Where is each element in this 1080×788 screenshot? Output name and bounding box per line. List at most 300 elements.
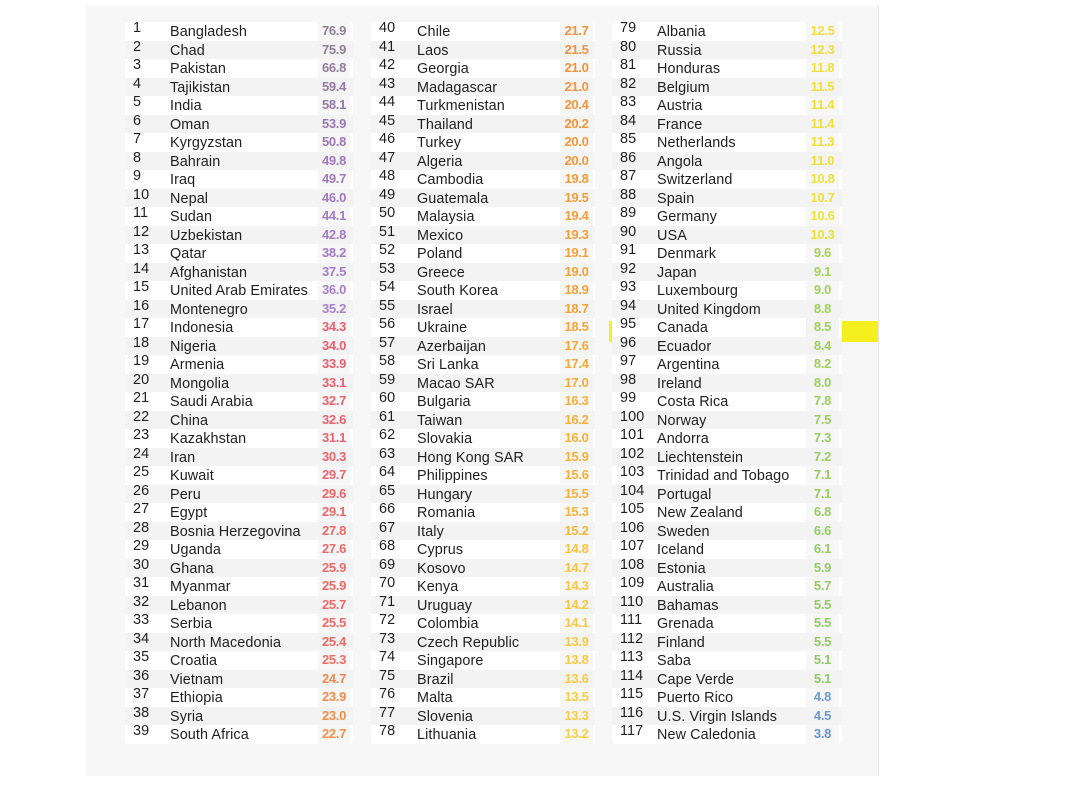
country-name: Argentina — [657, 357, 720, 373]
value-badge: 6.6 — [806, 522, 839, 541]
value-badge: 17.4 — [560, 355, 593, 374]
value-badge: 12.5 — [806, 22, 839, 41]
value-badge: 19.8 — [560, 170, 593, 189]
rank-number: 56 — [379, 316, 396, 332]
country-name: Slovakia — [417, 431, 473, 447]
value-badge: 13.9 — [560, 633, 593, 652]
country-name: North Macedonia — [170, 634, 282, 651]
rank-number: 67 — [379, 519, 396, 536]
rank-number: 35 — [133, 649, 150, 665]
value-badge: 36.0 — [318, 281, 350, 300]
country-name: Denmark — [657, 246, 717, 262]
country-name: Lebanon — [170, 597, 227, 614]
value-badge: 13.2 — [560, 725, 593, 744]
rank-number: 95 — [620, 316, 637, 332]
value-badge: 25.3 — [318, 651, 350, 670]
country-name: Montenegro — [170, 301, 248, 318]
value-badge: 11.0 — [806, 152, 839, 171]
rank-number: 102 — [620, 445, 645, 462]
value-badge: 16.2 — [560, 411, 593, 430]
value-badge: 5.9 — [806, 559, 839, 578]
rank-number: 66 — [379, 501, 396, 517]
value-badge: 24.7 — [318, 670, 350, 689]
rank-number: 108 — [620, 556, 645, 573]
rank-number: 97 — [620, 353, 637, 369]
country-name: Brazil — [417, 671, 454, 688]
value-badge: 50.8 — [318, 133, 350, 152]
rank-number: 61 — [379, 408, 396, 425]
rank-number: 43 — [379, 75, 396, 92]
value-badge: 14.8 — [560, 540, 593, 559]
country-name: Macao SAR — [417, 375, 495, 392]
country-name: Uzbekistan — [170, 227, 243, 244]
value-badge: 31.1 — [318, 429, 350, 448]
country-name: Nepal — [170, 190, 209, 207]
country-name: Bahamas — [657, 597, 719, 614]
rank-number: 50 — [379, 205, 396, 221]
country-name: Peru — [170, 486, 201, 503]
value-badge: 5.5 — [806, 596, 839, 615]
rank-number: 99 — [620, 390, 637, 406]
rank-number: 15 — [133, 279, 150, 295]
rank-number: 103 — [620, 464, 645, 480]
country-name: Kosovo — [417, 560, 466, 577]
country-name: Ethiopia — [170, 690, 223, 706]
rank-number: 76 — [379, 686, 396, 702]
country-name: Chile — [417, 24, 451, 40]
rank-number: 39 — [133, 723, 150, 739]
value-badge: 46.0 — [318, 189, 350, 208]
country-name: Germany — [657, 209, 717, 225]
country-name: Portugal — [657, 486, 712, 503]
value-badge: 34.0 — [318, 337, 350, 356]
value-badge: 8.4 — [806, 337, 839, 356]
value-badge: 14.2 — [560, 596, 593, 615]
value-badge: 11.3 — [806, 133, 839, 152]
rank-number: 51 — [379, 223, 396, 240]
country-name: United Kingdom — [657, 301, 761, 318]
country-name: Cyprus — [417, 542, 464, 558]
country-name: Turkey — [417, 135, 462, 151]
rank-number: 46 — [379, 131, 396, 147]
value-badge: 19.0 — [560, 263, 593, 282]
value-badge: 11.5 — [806, 78, 839, 97]
rank-number: 47 — [379, 149, 396, 166]
country-name: South Africa — [170, 727, 249, 743]
value-badge: 13.8 — [560, 651, 593, 670]
value-badge: 6.8 — [806, 503, 839, 522]
rank-number: 54 — [379, 279, 396, 295]
value-badge: 10.7 — [806, 189, 839, 208]
country-name: Afghanistan — [170, 264, 248, 281]
rank-number: 83 — [620, 94, 637, 110]
country-name: Ukraine — [417, 320, 468, 336]
country-name: Andorra — [657, 431, 709, 447]
value-badge: 19.4 — [560, 207, 593, 226]
country-name: Philippines — [417, 468, 488, 484]
rank-number: 107 — [620, 538, 645, 554]
country-name: Bahrain — [170, 153, 221, 170]
country-name: Iran — [170, 449, 196, 466]
value-badge: 8.5 — [806, 318, 839, 337]
rank-number: 5 — [133, 94, 142, 110]
rank-number: 23 — [133, 427, 150, 443]
country-name: Spain — [657, 190, 695, 207]
value-badge: 32.6 — [318, 411, 350, 430]
rank-number: 29 — [133, 538, 150, 554]
value-badge: 4.5 — [806, 707, 839, 726]
value-badge: 29.1 — [318, 503, 350, 522]
rank-number: 8 — [133, 149, 142, 166]
value-badge: 21.0 — [560, 59, 593, 78]
rank-number: 27 — [133, 501, 150, 517]
rank-number: 82 — [620, 75, 637, 92]
value-badge: 5.1 — [806, 670, 839, 689]
value-badge: 16.3 — [560, 392, 593, 411]
value-badge: 21.0 — [560, 78, 593, 97]
country-name: Finland — [657, 634, 705, 651]
country-name: Romania — [417, 505, 476, 521]
rank-number: 79 — [620, 20, 637, 36]
country-name: Croatia — [170, 653, 218, 669]
rank-number: 111 — [620, 612, 643, 628]
country-name: Grenada — [657, 616, 714, 632]
country-name: Estonia — [657, 560, 706, 577]
rank-number: 89 — [620, 205, 637, 221]
country-name: Chad — [170, 42, 205, 59]
value-badge: 9.0 — [806, 281, 839, 300]
rank-number: 52 — [379, 242, 396, 258]
rank-number: 86 — [620, 149, 637, 166]
country-name: Ireland — [657, 375, 702, 392]
country-name: Sweden — [657, 523, 710, 540]
value-badge: 5.1 — [806, 651, 839, 670]
rank-number: 90 — [620, 223, 637, 240]
rank-number: 57 — [379, 334, 396, 351]
rank-number: 3 — [133, 57, 142, 73]
value-badge: 66.8 — [318, 59, 350, 78]
value-badge: 35.2 — [318, 300, 350, 319]
rank-number: 68 — [379, 538, 396, 554]
country-name: Trinidad and Tobago — [657, 468, 790, 484]
country-name: Costa Rica — [657, 394, 729, 410]
value-badge: 8.0 — [806, 374, 839, 393]
rank-number: 81 — [620, 57, 637, 73]
country-name: Slovenia — [417, 708, 474, 725]
value-badge: 53.9 — [318, 115, 350, 134]
country-name: Indonesia — [170, 320, 234, 336]
rank-number: 25 — [133, 464, 150, 480]
rank-number: 37 — [133, 686, 150, 702]
country-name: Uganda — [170, 542, 222, 558]
value-badge: 17.6 — [560, 337, 593, 356]
country-name: Australia — [657, 579, 714, 595]
value-badge: 11.4 — [806, 96, 839, 115]
value-badge: 27.8 — [318, 522, 350, 541]
rank-number: 16 — [133, 297, 150, 314]
rank-number: 62 — [379, 427, 396, 443]
value-badge: 6.1 — [806, 540, 839, 559]
rank-number: 49 — [379, 186, 396, 203]
rank-number: 104 — [620, 482, 645, 499]
rank-number: 94 — [620, 297, 637, 314]
country-name: Egypt — [170, 505, 208, 521]
country-name: Kyrgyzstan — [170, 135, 243, 151]
country-name: Luxembourg — [657, 283, 738, 299]
country-name: Singapore — [417, 653, 484, 669]
rank-number: 65 — [379, 482, 396, 499]
rank-number: 114 — [620, 667, 644, 684]
rank-number: 22 — [133, 408, 150, 425]
value-badge: 49.8 — [318, 152, 350, 171]
rank-number: 74 — [379, 649, 396, 665]
value-badge: 32.7 — [318, 392, 350, 411]
rank-number: 2 — [133, 38, 142, 55]
value-badge: 23.0 — [318, 707, 350, 726]
country-name: Kenya — [417, 579, 459, 595]
value-badge: 9.1 — [806, 263, 839, 282]
rank-number: 55 — [379, 297, 396, 314]
country-name: Hong Kong SAR — [417, 449, 524, 466]
value-badge: 20.4 — [560, 96, 593, 115]
country-name: Turkmenistan — [417, 98, 505, 114]
rank-number: 117 — [620, 723, 644, 739]
rank-number: 105 — [620, 501, 645, 517]
country-name: Mexico — [417, 227, 464, 244]
country-name: Mongolia — [170, 375, 230, 392]
rank-number: 70 — [379, 575, 396, 591]
value-badge: 21.7 — [560, 22, 593, 41]
value-badge: 37.5 — [318, 263, 350, 282]
country-name: Thailand — [417, 116, 474, 133]
value-badge: 75.9 — [318, 41, 350, 60]
value-badge: 8.8 — [806, 300, 839, 319]
value-badge: 18.9 — [560, 281, 593, 300]
rank-number: 34 — [133, 630, 150, 647]
value-badge: 18.7 — [560, 300, 593, 319]
value-badge: 21.5 — [560, 41, 593, 60]
value-badge: 15.2 — [560, 522, 593, 541]
value-badge: 30.3 — [318, 448, 350, 467]
rank-number: 6 — [133, 112, 142, 129]
value-badge: 14.1 — [560, 614, 593, 633]
country-name: Sudan — [170, 209, 213, 225]
rank-number: 19 — [133, 353, 150, 369]
country-name: Armenia — [170, 357, 225, 373]
value-badge: 22.7 — [318, 725, 350, 744]
rank-number: 85 — [620, 131, 637, 147]
rank-number: 30 — [133, 556, 150, 573]
value-badge: 29.7 — [318, 466, 350, 485]
country-name: Taiwan — [417, 412, 463, 429]
value-badge: 44.1 — [318, 207, 350, 226]
rank-number: 44 — [379, 94, 396, 110]
rank-number: 28 — [133, 519, 150, 536]
rank-number: 71 — [379, 593, 396, 610]
value-badge: 7.3 — [806, 429, 839, 448]
country-name: Norway — [657, 412, 707, 429]
value-badge: 7.1 — [806, 466, 839, 485]
value-badge: 34.3 — [318, 318, 350, 337]
rank-number: 69 — [379, 556, 396, 573]
country-name: Syria — [170, 708, 204, 725]
rank-number: 53 — [379, 260, 396, 277]
country-name: New Zealand — [657, 505, 743, 521]
value-badge: 25.4 — [318, 633, 350, 652]
value-badge: 15.3 — [560, 503, 593, 522]
country-name: Greece — [417, 264, 465, 281]
rank-number: 26 — [133, 482, 150, 499]
country-name: Switzerland — [657, 172, 733, 188]
rank-number: 32 — [133, 593, 150, 610]
rank-number: 14 — [133, 260, 150, 277]
value-badge: 4.8 — [806, 688, 839, 707]
value-badge: 18.5 — [560, 318, 593, 337]
rank-number: 106 — [620, 519, 645, 536]
country-name: Malaysia — [417, 209, 475, 225]
country-name: France — [657, 116, 703, 133]
rank-number: 36 — [133, 667, 150, 684]
value-badge: 7.2 — [806, 448, 839, 467]
country-name: South Korea — [417, 283, 499, 299]
value-badge: 20.0 — [560, 152, 593, 171]
country-name: Israel — [417, 301, 453, 318]
rank-number: 42 — [379, 57, 396, 73]
value-badge: 17.0 — [560, 374, 593, 393]
rank-number: 33 — [133, 612, 150, 628]
country-name: Qatar — [170, 246, 207, 262]
rank-number: 11 — [133, 205, 149, 221]
value-badge: 16.0 — [560, 429, 593, 448]
value-badge: 9.6 — [806, 244, 839, 263]
value-badge: 49.7 — [318, 170, 350, 189]
value-badge: 42.8 — [318, 226, 350, 245]
country-name: Russia — [657, 42, 702, 59]
country-name: United Arab Emirates — [170, 283, 308, 299]
value-badge: 11.4 — [806, 115, 839, 134]
rank-number: 92 — [620, 260, 637, 277]
value-badge: 14.3 — [560, 577, 593, 596]
ranking-row — [612, 725, 842, 744]
value-badge: 76.9 — [318, 22, 350, 41]
value-badge: 12.3 — [806, 41, 839, 60]
rank-number: 41 — [379, 38, 396, 55]
country-name: Albania — [657, 24, 706, 40]
rank-number: 18 — [133, 334, 150, 351]
value-badge: 5.5 — [806, 633, 839, 652]
country-name: Bangladesh — [170, 24, 248, 40]
rank-number: 91 — [620, 242, 637, 258]
value-badge: 15.9 — [560, 448, 593, 467]
ranking-row — [371, 725, 595, 744]
value-badge: 13.6 — [560, 670, 593, 689]
value-badge: 19.3 — [560, 226, 593, 245]
value-badge: 20.2 — [560, 115, 593, 134]
rank-number: 113 — [620, 649, 644, 665]
rank-number: 31 — [133, 575, 150, 591]
country-name: Nigeria — [170, 338, 217, 355]
country-name: Pakistan — [170, 61, 226, 77]
country-name: Poland — [417, 246, 463, 262]
value-badge: 7.1 — [806, 485, 839, 504]
rank-number: 9 — [133, 168, 142, 184]
rank-number: 63 — [379, 445, 396, 462]
country-name: Cape Verde — [657, 671, 735, 688]
country-name: Iraq — [170, 172, 196, 188]
country-name: Azerbaijan — [417, 338, 486, 355]
value-badge: 14.7 — [560, 559, 593, 578]
country-name: Netherlands — [657, 135, 736, 151]
value-badge: 5.5 — [806, 614, 839, 633]
rank-number: 7 — [133, 131, 142, 147]
country-name: Malta — [417, 690, 453, 706]
country-name: Kazakhstan — [170, 431, 247, 447]
rank-number: 24 — [133, 445, 150, 462]
rank-number: 13 — [133, 242, 150, 258]
rank-number: 80 — [620, 38, 637, 55]
rank-number: 87 — [620, 168, 637, 184]
value-badge: 59.4 — [318, 78, 350, 97]
value-badge: 38.2 — [318, 244, 350, 263]
country-name: Honduras — [657, 61, 721, 77]
value-badge: 33.9 — [318, 355, 350, 374]
rank-number: 20 — [133, 371, 150, 388]
country-name: Austria — [657, 98, 703, 114]
value-badge: 19.1 — [560, 244, 593, 263]
country-name: Czech Republic — [417, 634, 520, 651]
rank-number: 40 — [379, 20, 396, 36]
value-badge: 15.5 — [560, 485, 593, 504]
country-name: Belgium — [657, 79, 710, 96]
rank-number: 77 — [379, 704, 396, 721]
country-name: Liechtenstein — [657, 449, 744, 466]
country-name: Puerto Rico — [657, 690, 734, 706]
country-name: Iceland — [657, 542, 705, 558]
country-name: Canada — [657, 320, 709, 336]
rank-number: 17 — [133, 316, 150, 332]
country-name: Saudi Arabia — [170, 394, 253, 410]
country-name: Bosnia Herzegovina — [170, 523, 301, 540]
country-name: Ecuador — [657, 338, 712, 355]
rank-number: 98 — [620, 371, 637, 388]
rank-number: 116 — [620, 704, 644, 721]
value-badge: 23.9 — [318, 688, 350, 707]
country-name: USA — [657, 227, 687, 244]
ranking-column-1 — [125, 22, 353, 744]
value-badge: 3.8 — [806, 725, 839, 744]
country-name: Oman — [170, 116, 210, 133]
country-name: Angola — [657, 153, 703, 170]
value-badge: 13.3 — [560, 707, 593, 726]
rank-number: 4 — [133, 75, 142, 92]
country-name: Algeria — [417, 153, 463, 170]
country-name: Serbia — [170, 616, 213, 632]
value-badge: 20.0 — [560, 133, 593, 152]
value-badge: 7.5 — [806, 411, 839, 430]
rank-number: 12 — [133, 223, 150, 240]
country-name: Colombia — [417, 616, 479, 632]
country-name: Ghana — [170, 560, 214, 577]
value-badge: 7.8 — [806, 392, 839, 411]
country-name: Madagascar — [417, 79, 498, 96]
rank-number: 78 — [379, 723, 396, 739]
country-name: Myanmar — [170, 579, 231, 595]
rank-number: 64 — [379, 464, 396, 480]
rank-number: 75 — [379, 667, 396, 684]
rank-number: 72 — [379, 612, 396, 628]
country-name: Cambodia — [417, 172, 484, 188]
rank-number: 48 — [379, 168, 396, 184]
